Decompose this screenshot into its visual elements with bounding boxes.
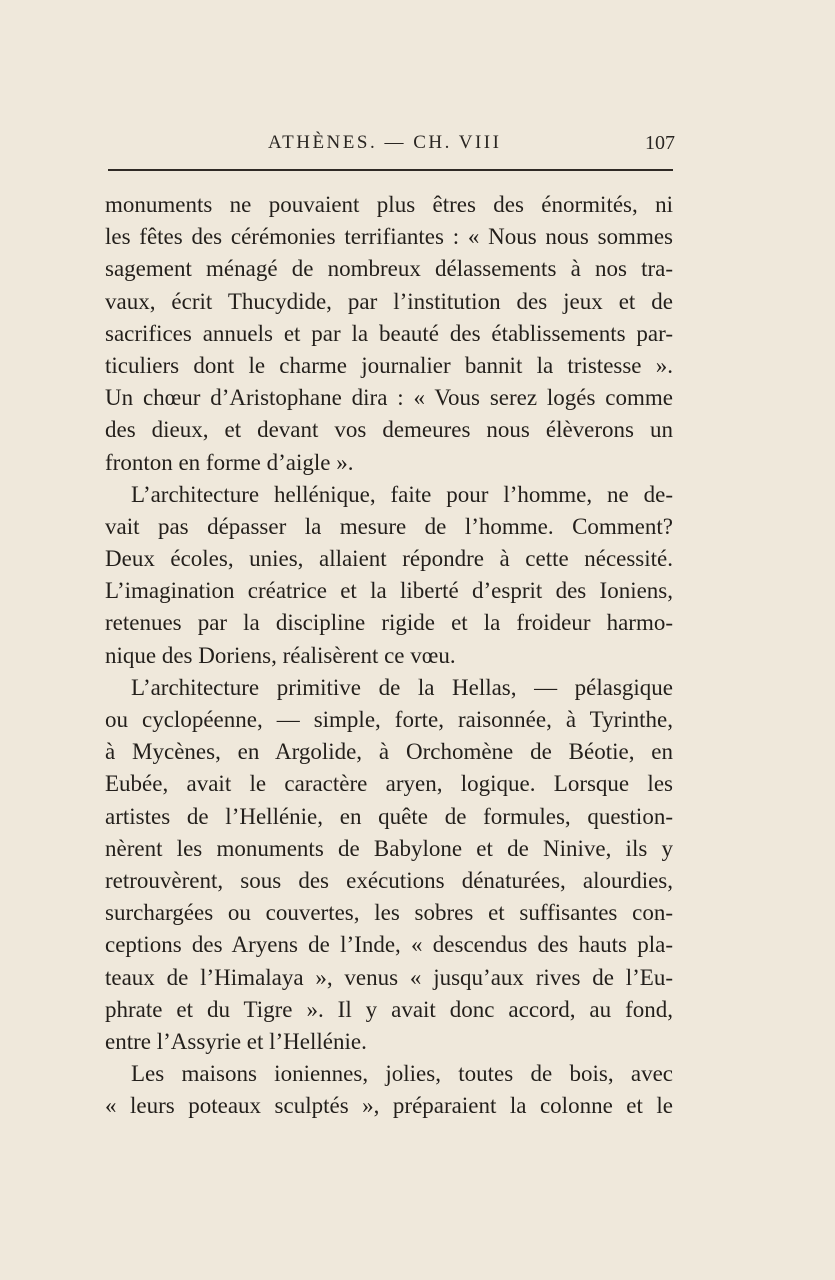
page-number: 107 bbox=[645, 132, 675, 154]
text-line: sagement ménagé de nombreux délassements à nos tra- bbox=[105, 256, 673, 282]
text-line: fronton en forme d’aigle ». bbox=[105, 449, 354, 475]
page-header bbox=[105, 130, 675, 158]
text-line: « leurs poteaux sculptés », préparaient la colonne et le bbox=[105, 1093, 673, 1119]
text-line: Un chœur d’Aristophane dira : « Vous serez logés comme bbox=[105, 385, 673, 411]
body-text bbox=[105, 189, 673, 1122]
text-line: entre l’Assyrie et l’Hellénie. bbox=[105, 1028, 367, 1054]
text-line: les fêtes des cérémonies terrifiantes : « Nous nous sommes bbox=[105, 224, 673, 250]
text-line: ou cyclopéenne, — simple, forte, raisonnée, à Tyrinthe, bbox=[105, 707, 673, 732]
text-line: L’architecture primitive de la Hellas, — pélasgique bbox=[131, 674, 673, 700]
text-line: ceptions des Aryens de l’Inde, « descendus des hauts pla- bbox=[105, 932, 673, 958]
text-line: teaux de l’Himalaya », venus « jusqu’aux rives de l’Eu- bbox=[105, 964, 673, 990]
text-line: surchargées ou couvertes, les sobres et suffisantes con- bbox=[105, 900, 673, 926]
text-line: Eubée, avait le caractère aryen, logique. Lorsque les bbox=[105, 771, 673, 797]
text-line: nèrent les monuments de Babylone et de Ninive, ils y bbox=[105, 835, 673, 861]
text-line: nique des Doriens, réalisèrent ce vœu. bbox=[105, 642, 456, 668]
text-line: L’imagination créatrice et la liberté d’esprit des Ioniens, bbox=[105, 578, 673, 604]
text-line: retrouvèrent, sous des exécutions dénaturées, alourdies, bbox=[105, 867, 673, 893]
text-line: artistes de l’Hellénie, en quête de formules, question- bbox=[105, 803, 673, 829]
header-rule bbox=[108, 169, 673, 171]
text-line: Les maisons ioniennes, jolies, toutes de bois, avec bbox=[131, 1061, 673, 1087]
text-line: vait pas dépasser la mesure de l’homme. Comment? bbox=[105, 513, 673, 539]
text-line: L’architecture hellénique, faite pour l’homme, ne de- bbox=[131, 481, 673, 507]
text-line: Deux écoles, unies, allaient répondre à cette nécessité. bbox=[105, 546, 673, 572]
text-line: des dieux, et devant vos demeures nous élèverons un bbox=[105, 417, 673, 443]
text-line: à Mycènes, en Argolide, à Orchomène de Béotie, en bbox=[105, 739, 673, 765]
text-line: vaux, écrit Thucydide, par l’institution des jeux et de bbox=[105, 288, 673, 314]
text-line: ticuliers dont le charme journalier bannit la tristesse ». bbox=[105, 352, 673, 378]
text-line: phrate et du Tigre ». Il y avait donc accord, au fond, bbox=[105, 996, 673, 1022]
text-line: monuments ne pouvaient plus êtres des énormités, ni bbox=[105, 192, 673, 217]
text-line: sacrifices annuels et par la beauté des établissements par- bbox=[105, 320, 673, 346]
running-title: ATHÈNES. — CH. VIII bbox=[268, 132, 502, 153]
text-line: retenues par la discipline rigide et la froideur harmo- bbox=[105, 610, 673, 636]
